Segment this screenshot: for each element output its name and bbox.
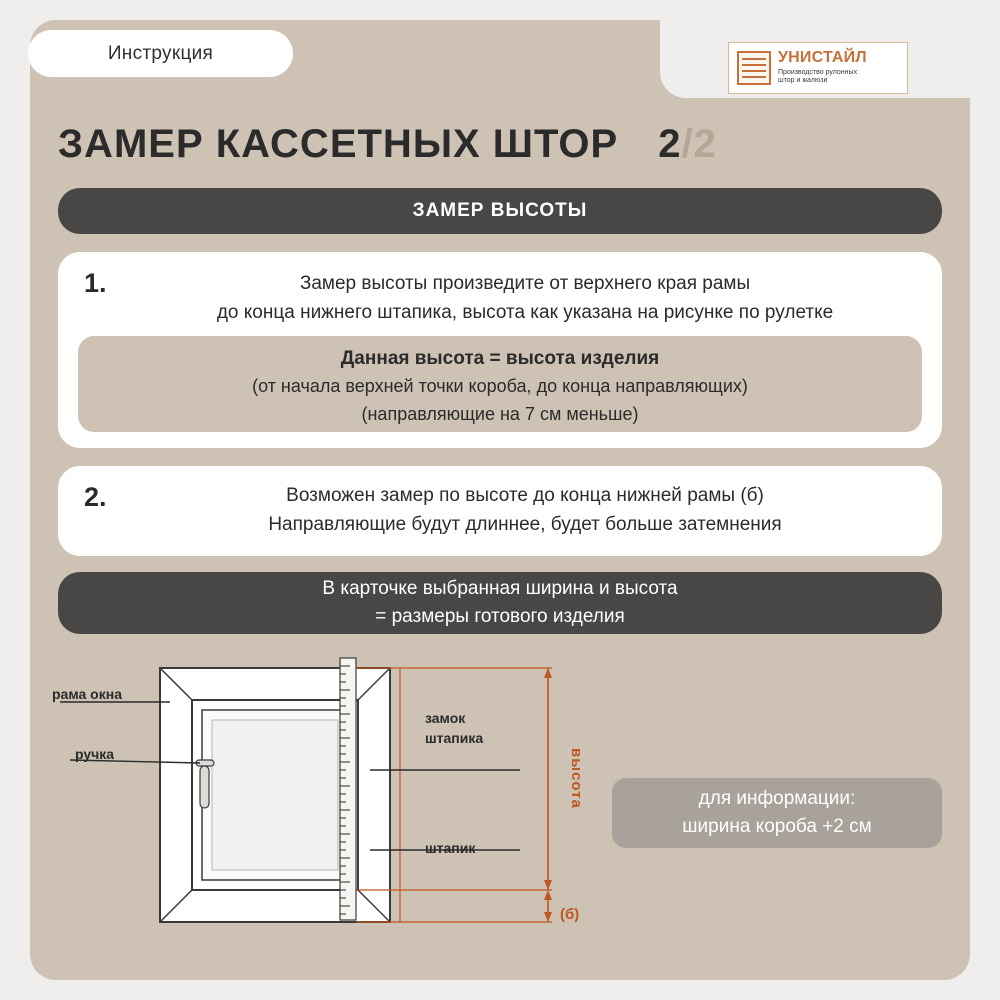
section-subtitle-bar [58, 188, 942, 234]
step-2-line-2: Направляющие будут длиннее, будет больше затемнения [268, 513, 782, 535]
step-1-note [78, 336, 922, 432]
step-1-block [58, 252, 942, 448]
step-1-note-line-2: (от начала верхней точки короба, до конца направляющих) [252, 376, 748, 397]
window-measurement-diagram [40, 650, 640, 950]
page-number-total: 2 [693, 122, 717, 166]
page-title-text: ЗАМЕР КАССЕТНЫХ ШТОР [58, 122, 619, 166]
info-box-line-1: для информации: [698, 788, 856, 810]
step-1-note-line-3: (направляющие на 7 см меньше) [361, 404, 639, 425]
step-2-block [58, 466, 942, 556]
label-window-frame: рама окна [52, 686, 122, 702]
summary-line-2: = размеры готового изделия [375, 606, 625, 627]
info-box [612, 778, 942, 848]
summary-bar [58, 572, 942, 634]
label-point-b: (б) [560, 906, 580, 923]
page-number-separator: / [681, 122, 694, 166]
company-logo [728, 42, 908, 94]
step-1-note-bold: Данная высота = высота изделия [340, 348, 660, 369]
logo-subtitle-line1: Производство рулонных [778, 68, 858, 76]
label-bead-lock-line2: штапика [425, 730, 484, 746]
label-height: высота [568, 748, 585, 809]
info-box-line-2: ширина короба +2 см [682, 816, 872, 837]
label-handle: ручка [75, 746, 115, 762]
step-2-number: 2. [84, 482, 107, 512]
logo-title: УНИСТАЙЛ [778, 48, 867, 66]
summary-line-1: В карточке выбранная ширина и высота [322, 578, 678, 600]
section-subtitle-text: ЗАМЕР ВЫСОТЫ [412, 200, 588, 221]
page-title [58, 122, 717, 167]
tab-instruction[interactable] [28, 30, 293, 77]
window-diagram-svg [40, 650, 640, 950]
page-number-current: 2 [658, 122, 682, 166]
step-2-line-1: Возможен замер по высоте до конца нижней рамы (б) [286, 485, 764, 506]
step-1-number: 1. [84, 268, 107, 298]
label-bead-lock-line1: замок [425, 710, 466, 726]
step-1-line-1: Замер высоты произведите от верхнего края рамы [299, 273, 751, 294]
tab-instruction-label: Инструкция [107, 42, 214, 64]
step-1-line-2: до конца нижнего штапика, высота как указана на рисунке по рулетке [216, 301, 834, 323]
logo-subtitle-line2: штор и жалюзи [778, 77, 828, 85]
blinds-icon [737, 51, 771, 85]
label-bead: штапик [425, 840, 476, 856]
